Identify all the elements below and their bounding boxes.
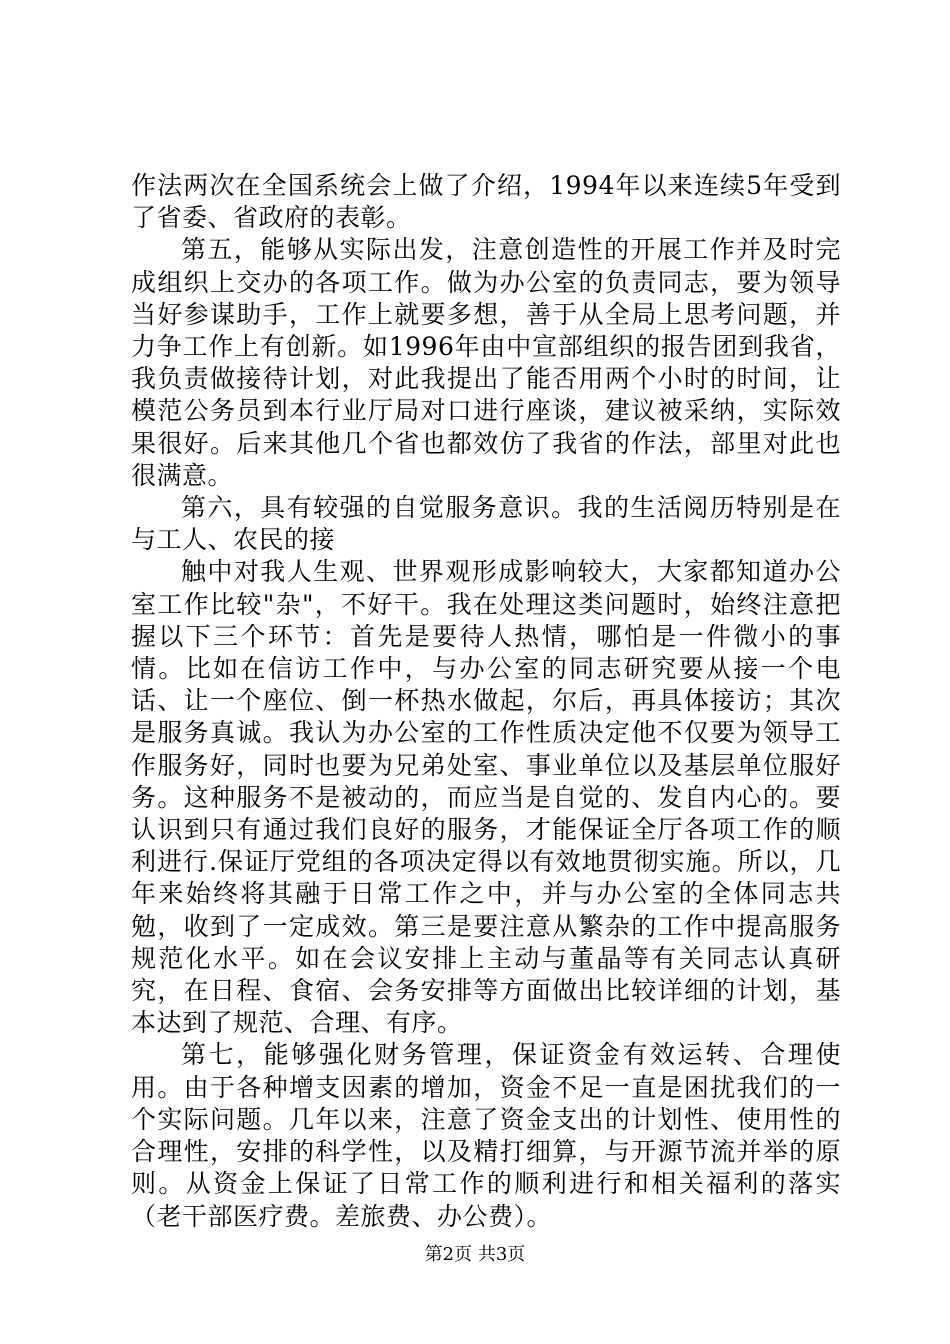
page-footer: 第2页 共3页 xyxy=(424,1244,526,1265)
paragraph-3: 第六，具有较强的自觉服务意识。我的生活阅历特别是在与工人、农民的接 xyxy=(131,493,841,555)
document-body xyxy=(131,170,841,1233)
paragraph-5: 第七，能够强化财务管理，保证资金有效运转、合理使用。由于各种增支因素的增加，资金不足一直是困扰我们的一个实际问题。几年以来，注意了资金支出的计划性、使用性的合理性，安排的科学性，以及精打细算，与开源节流并举的原则。从资金上保证了日常工作的顺利进行和相关福利的落实（老干部医疗费。差旅费、办公费）。 xyxy=(131,1040,841,1231)
paragraph-2: 第五，能够从实际出发，注意创造性的开展工作并及时完成组织上交办的各项工作。做为办公室的负责同志，要为领导当好参谋助手，工作上就要多想，善于从全局上思考问题，并力争工作上有创新。如1996年由中宣部组织的报告团到我省，我负责做接待计划，对此我提出了能否用两个小时的时间，让模范公务员到本行业厅局对口进行座谈，建议被采纳，实际效果很好。后来其他几个省也都效仿了我省的作法，部里对此也很满意。 xyxy=(131,235,841,490)
paragraph-4: 触中对我人生观、世界观形成影响较大，大家都知道办公室工作比较"杂"，不好干。我在处理这类问题时，始终注意把握以下三个环节：首先是要待人热情，哪怕是一件微小的事情。比如在信访工作中，与办公室的同志研究要从接一个电话、让一个座位、倒一杯热水做起，尔后，再具体接访；其次是服务真诚。我认为办公室的工作性质决定他不仅要为领导工作服务好，同时也要为兄弟处室、事业单位以及基层单位服好务。这种服务不是被动的，而应当是自觉的、发自内心的。要认识到只有通过我们良好的服务，才能保证全厅各项工作的顺利进行.保证厅党组的各项决定得以有效地贯彻实施。所以，几年来始终将其融于日常工作之中，并与办公室的全体同志共勉，收到了一定成效。第三是要注意从繁杂的工作中提高服务规范化水平。如在会议安排上主动与董晶等有关同志认真研究，在日程、食宿、会务安排等方面做出比较详细的计划，基本达到了规范、合理、有序。 xyxy=(131,557,841,1038)
paragraph-1: 作法两次在全国系统会上做了介绍，1994年以来连续5年受到了省委、省政府的表彰。 xyxy=(131,171,841,233)
